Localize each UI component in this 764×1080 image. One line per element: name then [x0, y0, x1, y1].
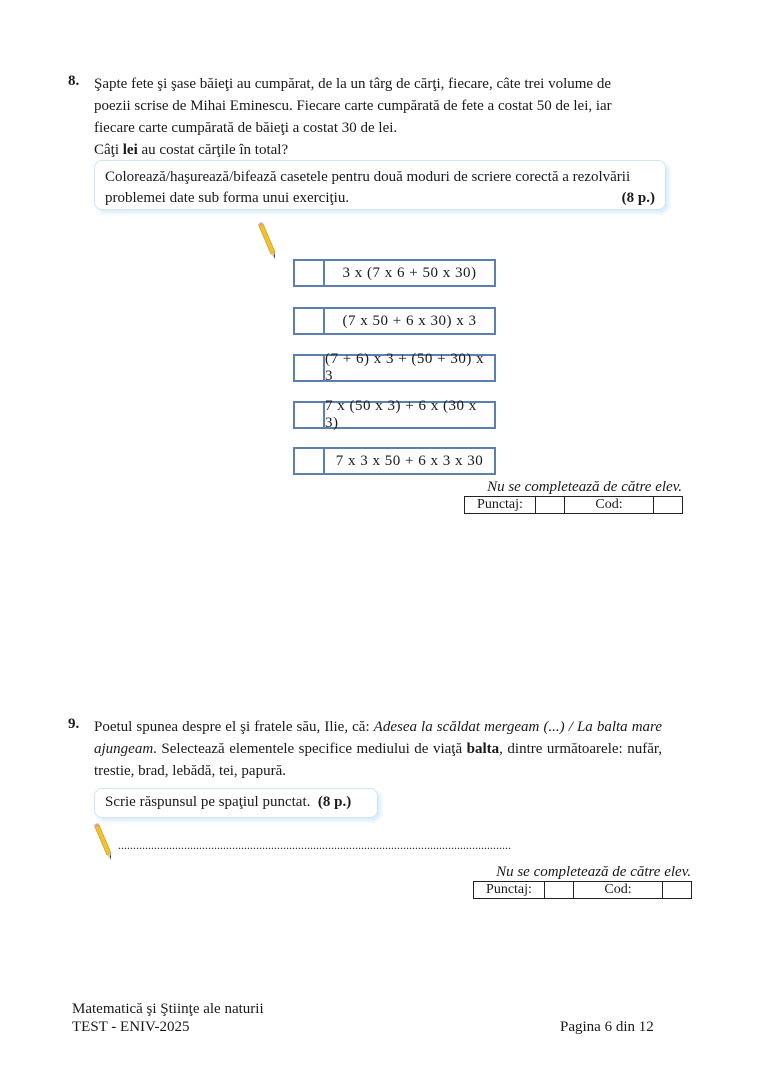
footer-page-number: Pagina 6 din 12	[560, 1019, 654, 1035]
q8-punctaj-cell	[536, 497, 565, 514]
option-checkbox-4[interactable]	[295, 403, 325, 427]
option-expression-4: 7 x (50 x 3) + 6 x (30 x 3)	[325, 398, 477, 431]
q9-points: (8 p.)	[317, 794, 352, 810]
q8-question: Câţi lei au costat cărţile în total?	[94, 142, 289, 158]
question-number-9: 9.	[68, 716, 80, 732]
q8-score-table	[464, 496, 683, 514]
option-checkbox-1[interactable]	[295, 261, 325, 285]
option-box-3[interactable]	[293, 351, 496, 384]
option-expression-2: (7 x 50 + 6 x 30) x 3	[342, 312, 477, 329]
answer-dotted-line[interactable]: ...................................................................................................................................	[118, 838, 511, 852]
question-8-text	[94, 73, 662, 161]
pencil-icon	[92, 823, 114, 861]
q9-instruction: Scrie răspunsul pe spaţiul punctat.	[105, 794, 311, 810]
q8-cod-label: Cod:	[565, 497, 654, 514]
option-checkbox-3[interactable]	[295, 356, 325, 380]
footer-test: TEST - ENIV-2025	[72, 1019, 190, 1035]
q9-instruction-box	[94, 788, 378, 818]
q8-line-1: Şapte fete şi şase băieţi au cumpărat, de la un târg de cărţi, fiecare, câte trei volume de	[94, 76, 611, 92]
q8-punctaj-label: Punctaj:	[465, 497, 536, 514]
q9-cod-label: Cod:	[574, 882, 663, 899]
option-checkbox-2[interactable]	[295, 309, 325, 333]
option-box-5[interactable]	[293, 447, 496, 475]
option-box-4[interactable]	[293, 398, 496, 431]
q9-cod-cell	[663, 882, 692, 899]
footer-subject: Matematică şi Ştiinţe ale naturii	[72, 1001, 264, 1017]
q9-grader-note: Nu se completează de către elev.	[496, 864, 691, 880]
q9-punctaj-cell	[545, 882, 574, 899]
q8-cod-cell	[654, 497, 683, 514]
option-box-1[interactable]	[293, 259, 496, 287]
question-9-text: Poetul spunea despre el şi fratele său, Ilie, că: Adesea la scăldat mergeam (...) / La balta mare ajungeam. Selectează elementele specifice mediului de viaţă balta, dintre următoarele: nufăr, trestie, brad, lebădă, tei, papură.	[94, 719, 662, 779]
q8-instruction-line-2: problemei date sub forma unui exerciţiu.	[105, 190, 350, 206]
q8-grader-note: Nu se completează de către elev.	[487, 479, 682, 495]
option-expression-3: (7 + 6) x 3 + (50 + 30) x 3	[325, 351, 485, 384]
q8-line-2: poezii scrise de Mihai Eminescu. Fiecare carte cumpărată de fete a costat 50 de lei, iar	[94, 98, 612, 114]
footer-left	[72, 1000, 264, 1036]
q8-instruction-box	[94, 160, 666, 210]
option-box-2[interactable]	[293, 307, 496, 335]
option-checkbox-5[interactable]	[295, 449, 325, 473]
q8-line-3: fiecare carte cumpărată de băieţi a costat 30 de lei.	[94, 120, 398, 136]
option-expression-1: 3 x (7 x 6 + 50 x 30)	[342, 264, 477, 281]
q8-instruction-line-1: Colorează/haşurează/bifează casetele pentru două moduri de scriere corectă a rezolvării	[105, 169, 631, 185]
question-number-8: 8.	[68, 73, 80, 89]
q9-score-table	[473, 881, 692, 899]
q8-points: (8 p.)	[621, 190, 655, 206]
pencil-icon	[256, 222, 278, 260]
q9-punctaj-label: Punctaj:	[474, 882, 545, 899]
option-expression-5: 7 x 3 x 50 + 6 x 3 x 30	[335, 452, 484, 469]
